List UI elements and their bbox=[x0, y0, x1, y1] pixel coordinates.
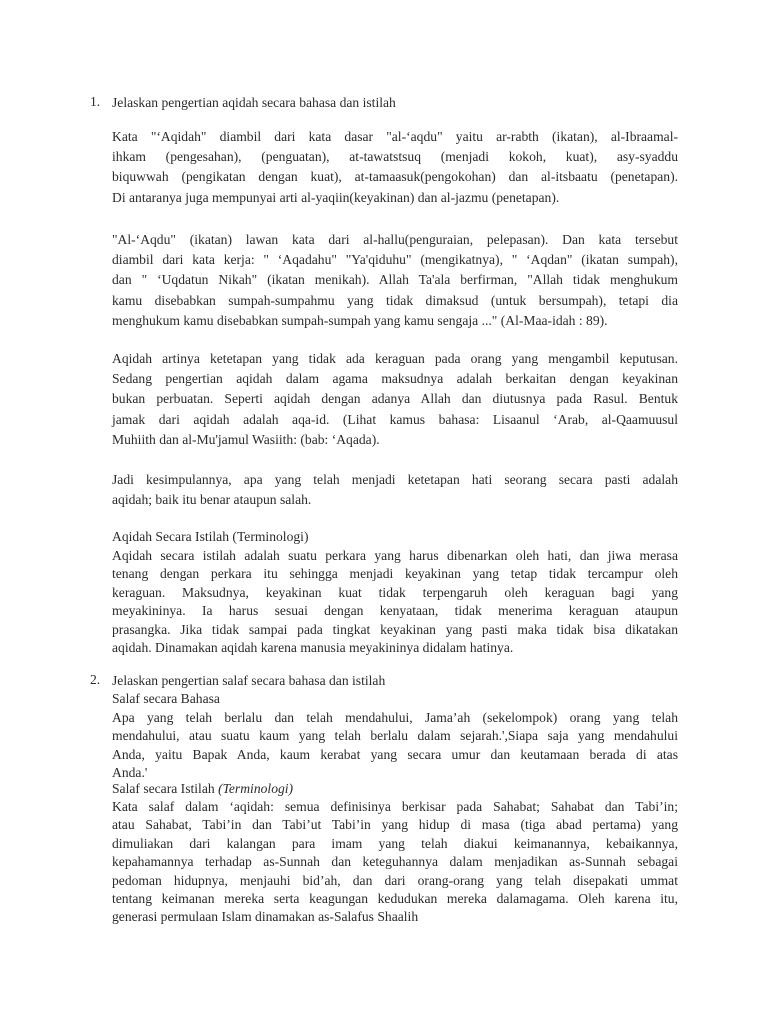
text-line: bukan perbuatan. Seperti aqidah dengan adanya Allah dan diutusnya pada Rasul. Bentuk bbox=[112, 391, 678, 407]
text-line: kamu disebabkan sumpah-sumpahmu yang tidak dimaksud (untuk bersumpah), tetapi dia bbox=[112, 292, 678, 308]
text-line: Kata salaf dalam ‘aqidah: semua definisinya berkisar pada Sahabat; Sahabat dan Tabi’in; bbox=[112, 799, 678, 814]
text-line: dan " ‘Uqdatun Nikah" (ikatan menikah). Allah Ta'ala berfirman, "Allah tidak menghukum bbox=[112, 272, 678, 288]
text-line: aqidah. Dinamakan aqidah karena manusia meyakininya didalam hatinya. bbox=[112, 640, 514, 656]
text-line: ihkam (pengesahan), (penguatan), at-tawatstsuq (menjadi kokoh, kuat), asy-syaddu bbox=[112, 149, 678, 165]
paragraph-al-aqdu bbox=[112, 230, 678, 331]
text-line: meyakininya. Ia harus sesuai dengan kenyataan, tidak menerima keraguan ataupun bbox=[112, 603, 678, 619]
list-number-1: 1. bbox=[90, 94, 101, 109]
text-line: tentang keimanan mereka serta keagungan kedudukan mereka dalamagama. Oleh karena itu, bbox=[112, 891, 678, 907]
salaf-istilah-heading-prefix: Salaf secara Istilah bbox=[112, 781, 219, 796]
text-line: Jadi kesimpulannya, apa yang telah menjadi ketetapan hati seorang secara pasti adalah bbox=[112, 472, 678, 487]
text-line: aqidah; baik itu benar ataupun salah. bbox=[112, 492, 312, 508]
text-line: generasi permulaan Islam dinamakan as-Salafus Shaalih bbox=[112, 909, 419, 925]
paragraph-conclusion bbox=[112, 470, 678, 510]
text-line: atau Sahabat, Tabi’in dan Tabi’ut Tabi’in yang hidup di masa (tiga abad pertama) yang bbox=[112, 817, 678, 833]
text-line: diambil dari kata kerja: " ‘Aqadahu" "Ya'qiduhu" (mengikatnya), " ‘Aqdan" (ikatan sumpah), bbox=[112, 252, 678, 268]
text-line: kepahamannya terhadap as-Sunnah dan keteguhannya dalam menjadikan as-Sunnah sebagai bbox=[112, 854, 678, 870]
text-line: Aqidah secara istilah adalah suatu perkara yang harus dibenarkan oleh hati, dan jiwa merasa bbox=[112, 548, 678, 563]
text-line: biquwwah (pengikatan dengan kuat), at-tamaasuk(pengokohan) dan al-itsbaatu (penetapan). bbox=[112, 169, 678, 185]
text-line: tenang dengan perkara itu sehingga menjadi keyakinan yang tetap tidak tercampur oleh bbox=[112, 566, 678, 582]
text-line: mendahului, atau suatu kaum yang telah berlalu dalam sejarah.',Siapa saja yang mendahului bbox=[112, 728, 678, 744]
text-line: Anda.' bbox=[112, 765, 148, 781]
text-line: Aqidah artinya ketetapan yang tidak ada keraguan pada orang yang mengambil keputusan. bbox=[112, 351, 678, 366]
aqidah-istilah-heading: Aqidah Secara Istilah (Terminologi) bbox=[112, 529, 309, 544]
text-line: menghukum kamu disebabkan sumpah-sumpah yang kamu sengaja ..." (Al-Maa-idah : 89). bbox=[112, 312, 608, 328]
text-line: Di antaranya juga mempunyai arti al-yaqiin(keyakinan) dan al-jazmu (penetapan). bbox=[112, 189, 560, 205]
text-line: "Al-‘Aqdu" (ikatan) lawan kata dari al-hallu(penguraian, pelepasan). Dan kata tersebut bbox=[112, 232, 678, 247]
text-line: dimuliakan dari kalangan para imam yang telah diakui keimanannya, kebaikannya, bbox=[112, 835, 678, 851]
text-line: Apa yang telah berlalu dan telah mendahului, Jama’ah (sekelompok) orang yang telah bbox=[112, 710, 678, 725]
paragraph-aqidah-meaning bbox=[112, 349, 678, 450]
question-2-title: Jelaskan pengertian salaf secara bahasa dan istilah bbox=[112, 673, 386, 688]
salaf-istilah-heading-term: (Terminologi) bbox=[218, 781, 294, 796]
salaf-bahasa-heading: Salaf secara Bahasa bbox=[112, 691, 220, 706]
paragraph-aqidah-istilah bbox=[112, 547, 678, 657]
text-line: pedoman hidupnya, menjauhi bid’ah, dan dari orang-orang yang telah disepakati ummat bbox=[112, 872, 678, 888]
paragraph-etymology bbox=[112, 127, 678, 208]
salaf-istilah-heading bbox=[112, 780, 293, 798]
text-line: prasangka. Jika tidak sampai pada tingkat keyakinan yang pasti maka tidak bisa dikatakan bbox=[112, 621, 678, 637]
paragraph-salaf-bahasa bbox=[112, 709, 678, 783]
text-line: Anda, yaitu Bapak Anda, kaum kerabat yang secara umur dan keutamaan berada di atas bbox=[112, 746, 678, 762]
text-line: keraguan. Maksudnya, keyakinan kuat tidak terpengaruh oleh keraguan bagi yang bbox=[112, 584, 678, 600]
question-1-title: Jelaskan pengertian aqidah secara bahasa dan istilah bbox=[112, 95, 396, 110]
text-line: Kata "‘Aqidah" diambil dari kata dasar "al-‘aqdu" yaitu ar-rabth (ikatan), al-Ibraamal- bbox=[112, 129, 678, 144]
list-number-2: 2. bbox=[90, 672, 101, 687]
text-line: Sedang pengertian aqidah dalam agama maksudnya adalah berkaitan dengan keyakinan bbox=[112, 371, 678, 387]
text-line: Muhiith dan al-Mu'jamul Wasiith: (bab: ‘Aqada). bbox=[112, 431, 380, 447]
text-line: jamak dari aqidah adalah aqa-id. (Lihat kamus bahasa: Lisaanul ‘Arab, al-Qaamuusul bbox=[112, 411, 678, 427]
paragraph-salaf-istilah bbox=[112, 798, 678, 927]
